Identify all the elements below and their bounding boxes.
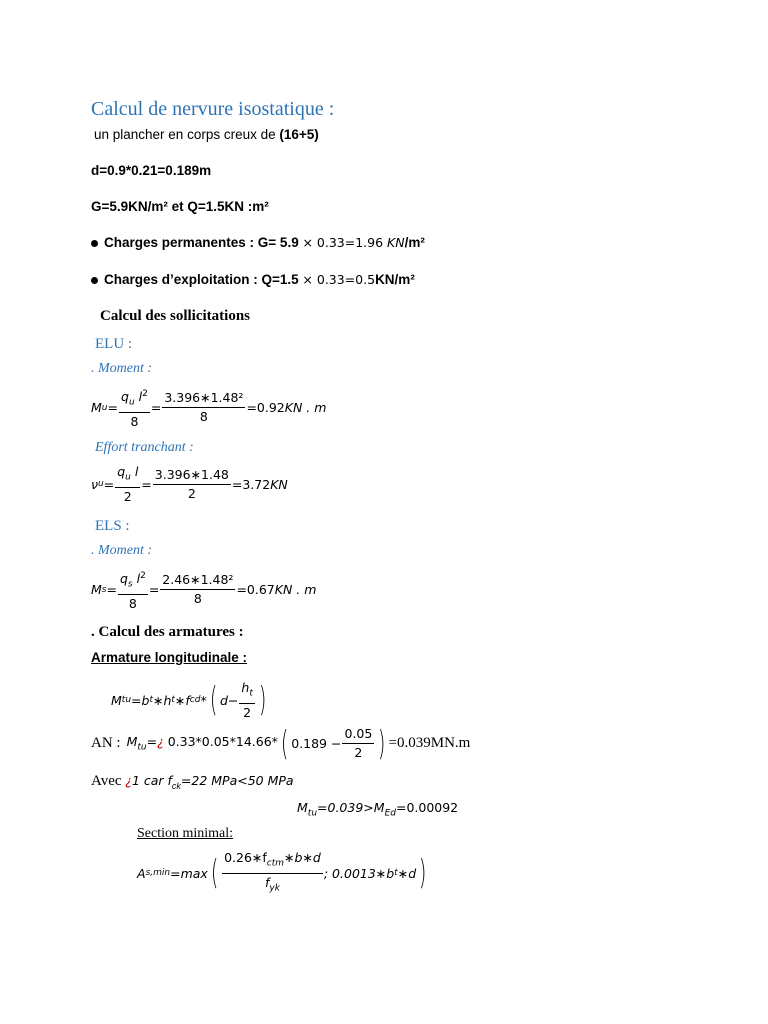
- bullet-label: Charges permanentes : G= 5.9: [104, 235, 303, 250]
- fraction: $\frac{\text{2.46∗1.48²}}{8}$: [162, 572, 234, 607]
- fraction: $\frac{\text{3.396∗1.48²}}{8}$: [164, 390, 244, 425]
- formula-result: =3.72: [231, 476, 271, 492]
- bullet-formula: × 0.33=1.96: [302, 235, 388, 250]
- formula-lhs-sub: s: [101, 584, 107, 595]
- bullet-formula: × 0.33=0.5: [302, 272, 376, 287]
- fraction: $\frac{q_u l}{2}$: [117, 464, 139, 504]
- bullet-icon: [91, 277, 98, 284]
- fraction: $\frac{0.26∗f_{ctm}∗b∗d}{f_{yk}}$: [224, 850, 321, 893]
- bullet-unit-italic: KN: [387, 235, 405, 250]
- bullet-unit: /m²: [404, 235, 425, 250]
- d-line: d=0.9*0.21=0.189m: [91, 163, 212, 178]
- fraction: $\frac{3.396∗1.48}{2}$: [154, 466, 229, 501]
- fraction: $\frac{q_s l^2}{8}$: [118, 568, 148, 612]
- bullet-charges-exploitation: [91, 272, 415, 287]
- formula-lhs-sub: u: [101, 402, 108, 413]
- page-title: Calcul de nervure isostatique :: [91, 98, 335, 120]
- bullet-icon: [91, 240, 98, 247]
- formula-unit: KN . m: [274, 582, 317, 598]
- sollicitations-heading: Calcul des sollicitations: [100, 308, 251, 324]
- mtu-formula: M tu =b t ∗h t ∗f cd * ( d− $\frac{h_t}{2}$ ): [111, 680, 267, 721]
- fraction: $\frac{q_u l^2}{8}$: [119, 386, 150, 430]
- as-min-formula: A s,min =max ( $\frac{0.26∗f_{ctm}∗b∗d}{f_{yk}}$ ; 0.0013∗b t ∗d ): [137, 850, 429, 896]
- avec-line: Avec ¿1 car $f_{ck}=22$ MPa<50 MPa: [91, 773, 294, 792]
- intro-bold: (16+5): [279, 127, 319, 142]
- intro-line: [94, 127, 319, 142]
- formula-lhs: M: [91, 582, 102, 598]
- elu-effort-formula: ν u = $\frac{q_u l}{2}$ = $\frac{3.396∗1.48}{2}$ =3.72 KN: [91, 464, 288, 504]
- els-moment-label: . Moment :: [91, 543, 153, 558]
- an-result: =0.039MN.m: [388, 735, 471, 751]
- an-line: AN : $M_{tu}=¿$ 0.33*0.05*14.66* ( 0.189 − $\frac{0.05}{2}$ ) =0.039MN.m: [91, 723, 471, 764]
- intro-text: un plancher en corps creux de: [94, 127, 280, 142]
- formula-lhs: ν: [91, 476, 98, 492]
- els-moment-formula: M s = $\frac{q_s l^2}{8}$ = $\frac{\text{2.46∗1.48²}}{8}$ =0.67 KN . m: [91, 568, 316, 612]
- longitudinale-heading: Armature longitudinale :: [91, 650, 248, 665]
- els-heading: ELS :: [95, 518, 130, 534]
- bullet-label: Charges d’exploitation : Q=1.5: [104, 272, 303, 287]
- formula-unit: KN: [270, 476, 288, 492]
- elu-effort-label: Effort tranchant :: [95, 440, 194, 455]
- fraction: $\frac{0.05}{2}$: [344, 726, 373, 760]
- bullet-charges-permanentes: [91, 235, 425, 250]
- elu-moment-formula: M u = $\frac{q_u l^2}{8}$ = $\frac{\text{3.396∗1.48²}}{8}$ =0.92 KN . m: [91, 386, 326, 430]
- formula-lhs: M: [91, 400, 102, 416]
- armatures-heading: . Calcul des armatures :: [91, 624, 244, 640]
- elu-moment-label: . Moment :: [91, 361, 153, 376]
- section-minimal-heading: Section minimal:: [137, 826, 234, 841]
- bullet-unit: KN/m²: [375, 272, 415, 287]
- formula-result: =0.67: [236, 582, 275, 598]
- formula-lhs-sub: u: [97, 479, 104, 490]
- formula-result: =0.92: [246, 400, 285, 416]
- elu-heading: ELU :: [95, 336, 133, 352]
- an-prefix: AN :: [91, 735, 121, 751]
- gq-line: G=5.9KN/m² et Q=1.5KN :m²: [91, 199, 269, 214]
- compare-line: $M_{tu}=0.039>M_{Ed}=0.00092$: [297, 800, 459, 819]
- fraction: $\frac{h_t}{2}$: [241, 680, 253, 720]
- formula-unit: KN . m: [284, 400, 327, 416]
